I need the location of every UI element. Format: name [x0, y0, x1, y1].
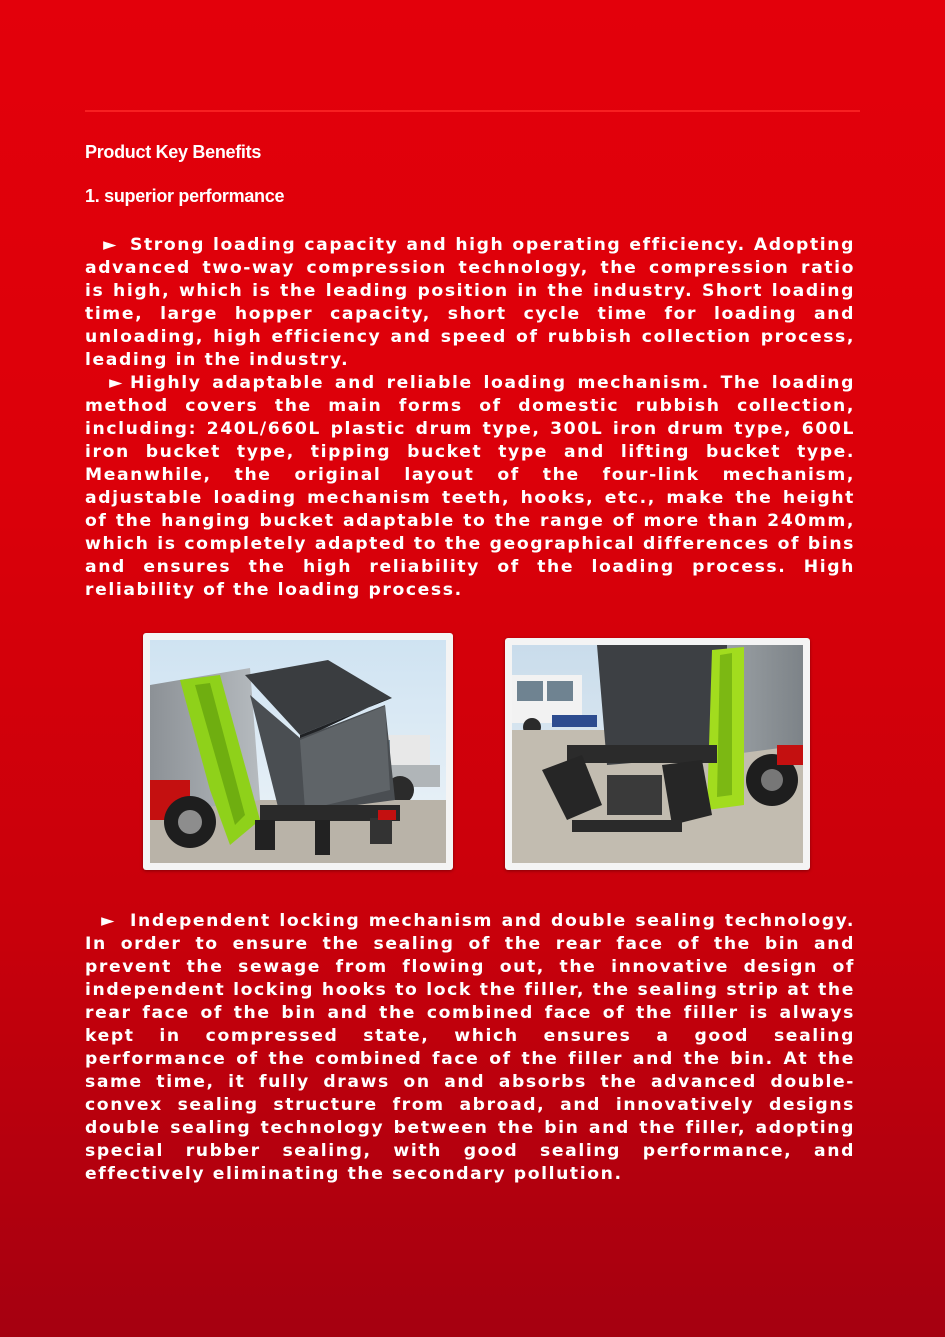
paragraph-loading-mechanism	[85, 372, 855, 602]
paragraph-locking-sealing	[85, 910, 855, 1186]
subsection-title: 1. superior performance	[85, 186, 285, 206]
bullet-marker: ►	[101, 911, 116, 931]
paragraph-text: Strong loading capacity and high operating efficiency. Adopting advanced two-way compression technology, the compression ratio is high, which is the leading position in the industry. Short loading time, large hopper capacity, short cycle time for loading and unloading, high efficiency and speed of rubbish collection process, leading in the industry.	[85, 235, 855, 370]
truck-rear-photo-left	[143, 633, 453, 870]
paragraph-loading-capacity	[85, 234, 855, 372]
truck-rear-illustration-left	[150, 640, 446, 863]
truck-rear-photo-right	[505, 638, 810, 870]
bullet-marker: ►	[103, 235, 118, 255]
section-title: Product Key Benefits	[85, 142, 262, 162]
bullet-marker: ►	[109, 373, 124, 393]
header-divider	[85, 110, 860, 112]
truck-rear-illustration-right	[512, 645, 803, 863]
paragraph-text: Highly adaptable and reliable loading mechanism. The loading method covers the main forms of domestic rubbish collection, including: 240L/660L plastic drum type, 300L iron drum type, 600L iron bucket type, tipping bucket type and lifting bucket type. Meanwhile, the original layout of the four-link mechanism, adjustable loading mechanism teeth, hooks, etc., make the height of the hanging bucket adaptable to the range of more than 240mm, which is completely adapted to the geographical differences of bins and ensures the high reliability of the loading process. High reliability of the loading process.	[85, 373, 855, 600]
paragraph-text: Independent locking mechanism and double sealing technology. In order to ensure the sealing of the rear face of the bin and prevent the sewage from flowing out, the innovative design of independent locking hooks to lock the filler, the sealing strip at the rear face of the bin and the combined face of the filler is always kept in compressed state, which ensures a good sealing performance of the combined face of the filler and the bin. At the same time, it fully draws on and absorbs the advanced double-convex sealing structure from abroad, and innovatively designs double sealing technology between the bin and the filler, adopting special rubber sealing, with good sealing performance, and effectively eliminating the secondary pollution.	[85, 911, 855, 1184]
